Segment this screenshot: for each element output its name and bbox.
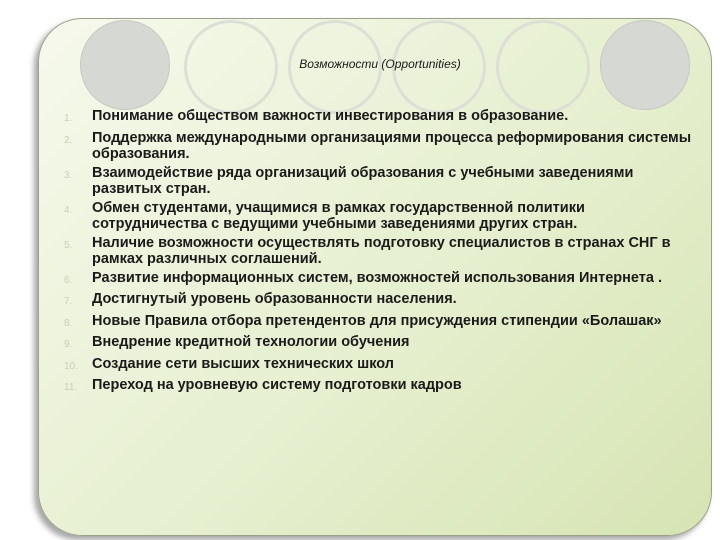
list-item-text: Достигнутый уровень образованности населения. [92, 291, 457, 307]
list-item-number: 5. [64, 239, 73, 251]
list-item [64, 108, 692, 128]
list-item-text: Понимание обществом важности инвестирования в образование. [92, 108, 569, 124]
list-item [64, 130, 692, 163]
list-item-text: Новые Правила отбора претендентов для присуждения стипендии «Болашак» [92, 312, 662, 329]
list-item [64, 356, 692, 376]
list-item-text: Обмен студентами, учащимися в рамках государственной политики сотрудничества с ведущими учебными заведениями других стран. [92, 199, 585, 232]
list-item [64, 270, 692, 290]
list-item-text: Взаимодействие ряда организаций образования с учебными заведениями развитых стран. [92, 164, 634, 197]
list-item-number: 1. [64, 113, 73, 124]
list-item [64, 235, 692, 268]
list-item-text: Поддержка международными организациями процесса реформирования системы образования. [92, 129, 692, 162]
list-item [64, 165, 692, 198]
list-item [64, 291, 692, 311]
slide-title: Возможности (Opportunities) [299, 57, 461, 71]
list-item-number: 4. [64, 204, 73, 216]
list-item-text: Развитие информационных систем, возможностей использования Интернета . [92, 269, 663, 286]
list-item-number: 2. [64, 134, 73, 146]
list-item [64, 200, 692, 233]
list-item-text: Переход на уровневую систему подготовки кадров [92, 377, 462, 393]
list-item-text: Создание сети высших технических школ [92, 355, 395, 372]
list-item-number: 10. [64, 360, 78, 372]
list-item-number: 6. [64, 274, 73, 286]
list-item-text: Внедрение кредитной технологии обучения [92, 334, 410, 350]
list-item-number: 9. [64, 339, 73, 350]
list-item-text: Наличие возможности осуществлять подготовку специалистов в странах СНГ в рамках различных соглашений. [92, 234, 671, 267]
list-item-number: 3. [64, 169, 73, 181]
list-item-number: 7. [64, 296, 73, 307]
list-item [64, 377, 692, 397]
list-item-number: 8. [64, 317, 73, 329]
list-item-number: 11. [64, 382, 78, 393]
list-item [64, 334, 692, 354]
opportunities-list [64, 108, 692, 399]
list-item [64, 313, 692, 333]
